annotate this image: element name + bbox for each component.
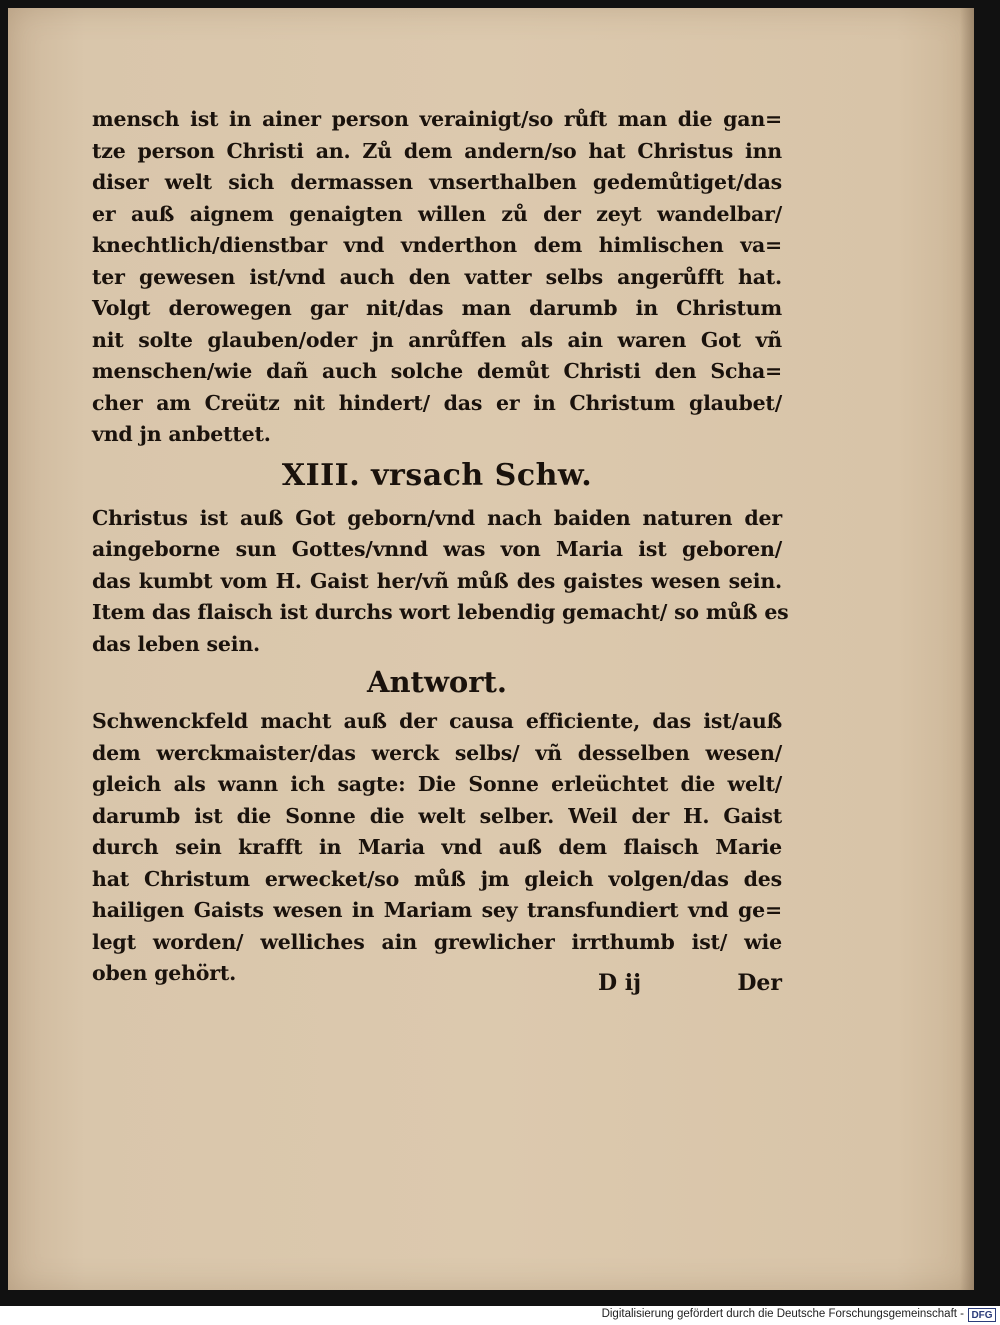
paragraph-3 [92,706,782,990]
text-line: darumb ist die Sonne die welt selber. Weil der H. Gaist [92,803,782,828]
signature-mark: D ij [598,970,642,996]
paragraph-1 [92,104,782,451]
funding-credit: Digitalisierung gefördert durch die Deutsche Forschungsgemeinschaft - [601,1308,964,1320]
text-line: Schwenckfeld macht auß der causa efficiente, das ist/auß [92,709,782,733]
text-line: vnd jn anbettet. [92,422,271,446]
text-line: aingeborne sun Gottes/vnnd was von Maria ist geboren/ [92,537,782,561]
text-line: menschen/wie dañ auch solche demůt Christi den Scha= [92,359,782,383]
text-line: hailigen Gaists wesen in Mariam sey transfundiert vnd ge= [92,898,782,922]
text-line: Volgt derowegen gar nit/das man darumb in Christum [92,296,782,320]
text-line: oben gehört. [92,961,237,985]
text-line: hat Christum erwecket/so můß jm gleich volgen/das des [92,866,782,891]
text-line: tze person Christi an. Zů dem andern/so hat Christus inn [92,138,782,163]
text-line: ter gewesen ist/vnd auch den vatter selbs angerůfft hat. [92,264,782,289]
page-edge-shadow [960,8,974,1290]
text-line: durch sein krafft in Maria vnd auß dem flaisch Marie [92,835,782,859]
page-text [92,104,789,990]
text-line: knechtlich/dienstbar vnd vnderthon dem himlischen va= [92,233,782,257]
text-line: mensch ist in ainer person verainigt/so růft man die gan= [92,107,782,131]
dfg-logo: DFG [968,1308,996,1322]
text-line: diser welt sich dermassen vnserthalben gedemůtiget/das [92,170,782,194]
answer-heading: Antwort. [366,665,508,699]
catchword: Der [737,970,782,996]
text-line: Christus ist auß Got geborn/vnd nach baiden naturen der [92,505,782,530]
page-footer [92,970,782,1010]
text-line: dem werckmaister/das werck selbs/ vñ desselben wesen/ [92,740,782,765]
text-line: Item das flaisch ist durchs wort lebendig gemacht/ so můß es [92,600,789,624]
credit-bar [0,1306,1000,1325]
text-line: cher am Creütz nit hindert/ das er in Christum glaubet/ [92,390,782,415]
text-line: das leben sein. [92,631,260,656]
text-line: gleich als wann ich sagte: Die Sonne erleüchtet die welt/ [92,772,782,796]
text-line: legt worden/ welliches ain grewlicher irrthumb ist/ wie [92,929,782,954]
text-line: das kumbt vom H. Gaist her/vñ můß des gaistes wesen sein. [92,568,782,593]
text-line: nit solte glauben/oder jn anrůffen als ain waren Got vñ [92,327,782,352]
section-heading: XIII. vrsach Schw. [281,457,593,493]
text-line: er auß aignem genaigten willen zů der zeyt wandelbar/ [92,201,782,226]
paragraph-2 [92,503,789,661]
